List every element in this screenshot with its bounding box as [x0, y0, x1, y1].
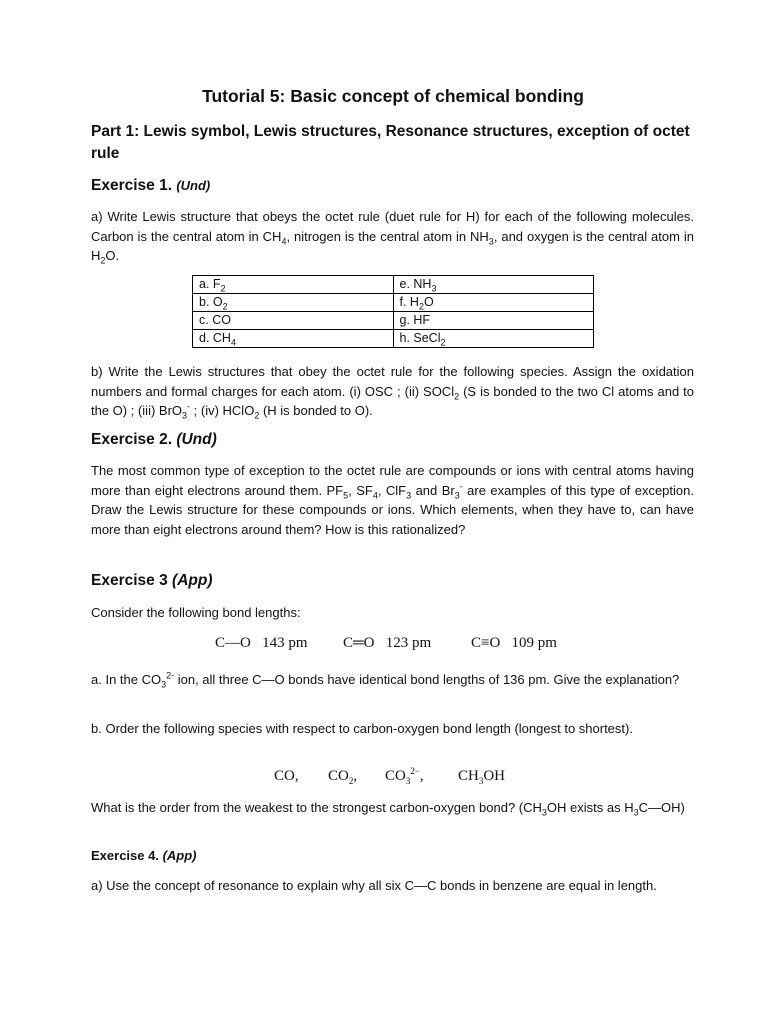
bond-symbol: C═O [343, 635, 375, 651]
cell-text: c. CO [199, 313, 231, 327]
text-run: OH exists as H [546, 800, 634, 815]
species-co2 [328, 768, 357, 785]
exercise-3a-text [91, 670, 694, 690]
table-row [193, 330, 594, 348]
formula-text: CO [328, 768, 349, 784]
formula-text: CO [385, 768, 406, 784]
text-run: ion, all three C—O bonds have identical bond lengths of 136 pm. Give the explanation? [174, 672, 680, 687]
table-cell [393, 312, 594, 330]
bond-double [343, 635, 431, 652]
table-cell [393, 294, 594, 312]
bond-length: 123 pm [385, 635, 432, 651]
cell-text: e. NH [399, 277, 432, 291]
text-run: a. In the CO [91, 672, 162, 687]
subscript: 4 [230, 337, 236, 348]
table-cell [393, 276, 594, 294]
exercise-1-title: Exercise 1. [91, 177, 173, 194]
molecules-table [192, 275, 594, 348]
table-cell [193, 330, 394, 348]
subscript: 3 [182, 411, 188, 421]
table-cell [193, 294, 394, 312]
bond-triple [471, 635, 557, 652]
bond-length: 109 pm [511, 635, 557, 651]
table-row [193, 294, 594, 312]
formula-text: , [353, 768, 358, 784]
species-co3 [385, 768, 424, 785]
subscript: 3 [454, 490, 460, 501]
text-run: are examples of this type of exception. Draw the Lewis structure for these compounds or ions. Which elements, when they have to, can have more than eight electrons around them? How is this rationalized? [91, 482, 694, 538]
subscript: 2 [348, 776, 354, 786]
superscript: 2- [166, 670, 175, 681]
formula-text: , [419, 768, 424, 784]
text-run: , and oxygen is the central atom in H [91, 228, 694, 264]
bond-single [215, 635, 308, 652]
subscript: 2 [454, 391, 460, 402]
text-run: b) Write the Lewis structures that obey the octet rule for the following species. Assign the oxidation numbers and formal charges for each atom. (i) OSC ; (ii) SOCl [91, 364, 694, 399]
cell-text: f. H [399, 295, 419, 309]
subscript: 2 [222, 301, 228, 312]
exercise-2-heading [91, 431, 217, 449]
superscript: 2− [410, 766, 420, 776]
subscript: 4 [372, 490, 378, 501]
table-cell [193, 276, 394, 294]
subscript: 3 [431, 283, 437, 294]
text-run: C—OH) [638, 800, 685, 815]
formula-text: CH [458, 768, 479, 784]
subscript: 4 [281, 236, 287, 247]
exercise-4a-text: a) Use the concept of resonance to explain why all six C—C bonds in benzene are equal in length. [91, 878, 657, 893]
cell-text: b. O [199, 295, 223, 309]
table-row [193, 276, 594, 294]
subscript: 2 [440, 337, 446, 348]
superscript: - [187, 402, 191, 413]
formula-text: OH [483, 768, 506, 784]
superscript: - [459, 481, 463, 492]
cell-text: g. HF [399, 313, 431, 327]
subscript: 3 [161, 679, 167, 690]
exercise-3-title: Exercise 3 [91, 572, 168, 589]
table-row [193, 312, 594, 330]
exercise-2-tag: (Und) [176, 431, 217, 448]
text-run: (H is bonded to O). [259, 403, 373, 419]
page-title: Tutorial 5: Basic concept of chemical bonding [202, 86, 584, 106]
bond-symbol: C≡O [471, 635, 501, 651]
exercise-3b-text: b. Order the following species with respect to carbon-oxygen bond length (longest to shortest). [91, 721, 633, 736]
subscript: 5 [343, 490, 349, 501]
exercise-4-title: Exercise 4. [91, 848, 159, 863]
text-run: and Br [411, 482, 455, 498]
cell-text: h. SeCl [399, 331, 441, 345]
exercise-3-intro: Consider the following bond lengths: [91, 605, 301, 620]
cell-text: d. CH [199, 331, 231, 345]
species-ch3oh [458, 768, 505, 785]
exercise-1-tag: (Und) [176, 178, 211, 193]
subscript: 3 [488, 236, 494, 247]
text-run: O. [105, 248, 120, 264]
exercise-2-title: Exercise 2. [91, 431, 173, 448]
exercise-4-heading [91, 848, 197, 863]
text-run: The most common type of exception to the octet rule are compounds or ions with central atoms having more than eight electrons around them. PF [91, 463, 694, 498]
exercise-1a-text [91, 207, 694, 266]
exercise-2-text [91, 461, 694, 540]
text-run: a) Write Lewis structure that obeys the octet rule (duet rule for H) for each of the following molecules. Carbon is the central atom in CH [91, 209, 694, 244]
subscript: 3 [633, 807, 639, 818]
cell-text: O [423, 295, 434, 309]
table-cell [393, 330, 594, 348]
text-run: , SF [348, 482, 373, 498]
subscript: 2 [220, 283, 226, 294]
exercise-3-heading [91, 572, 212, 590]
text-run: , nitrogen is the central atom in NH [286, 228, 489, 244]
species-co: CO, [274, 768, 299, 784]
subscript: 3 [405, 776, 411, 786]
text-run: , ClF [377, 482, 407, 498]
subscript: 2 [418, 301, 424, 312]
text-run: ; (iv) HClO [190, 403, 255, 419]
text-run: What is the order from the weakest to the strongest carbon-oxygen bond? (CH [91, 800, 542, 815]
subscript: 3 [406, 490, 412, 501]
bond-symbol: C—O [215, 635, 251, 651]
subscript: 2 [100, 256, 106, 266]
exercise-3-tag: (App) [172, 572, 213, 589]
subscript: 3 [478, 776, 484, 786]
exercise-3-question [91, 798, 694, 818]
exercise-4-tag: (App) [162, 848, 197, 863]
bond-length: 143 pm [262, 635, 308, 651]
part-1-heading: Part 1: Lewis symbol, Lewis structures, Resonance structures, exception of octet rule [91, 123, 690, 162]
cell-text: a. F [199, 277, 221, 291]
subscript: 2 [254, 411, 260, 421]
text-run: (S is bonded to the two Cl atoms and to the O) ; (iii) BrO [91, 383, 695, 419]
subscript: 3 [541, 807, 547, 818]
exercise-1b-text [91, 362, 694, 421]
table-cell [193, 312, 394, 330]
exercise-1-heading [91, 177, 210, 195]
